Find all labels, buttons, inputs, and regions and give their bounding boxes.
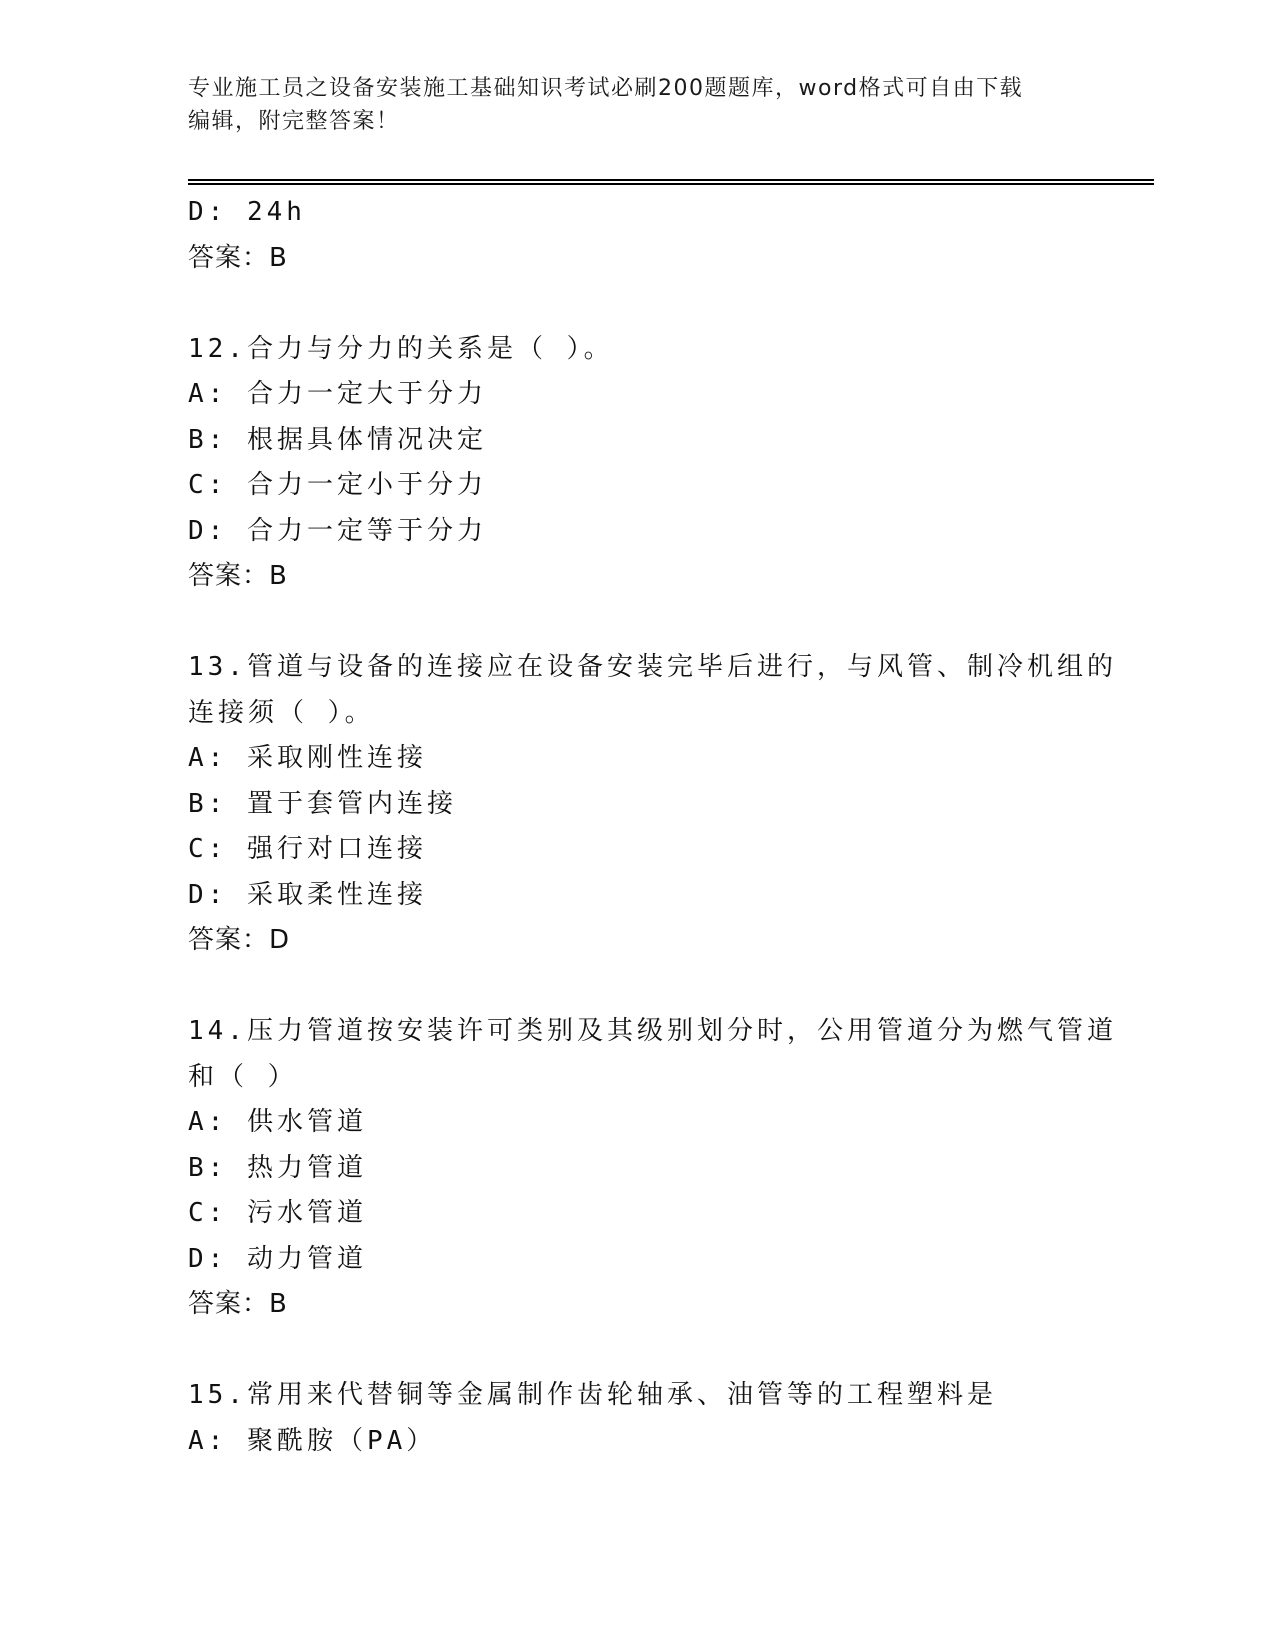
question-stem-line-1: 14.压力管道按安装许可类别及其级别划分时，公用管道分为燃气管道 bbox=[188, 1016, 1117, 1046]
option-b: B: 置于套管内连接 bbox=[188, 788, 457, 819]
spacer bbox=[188, 281, 1108, 327]
option-a: A: 供水管道 bbox=[188, 1107, 367, 1137]
document-header bbox=[188, 72, 1088, 138]
option-d: D: 动力管道 bbox=[188, 1243, 367, 1274]
option-a: A: 采取刚性连接 bbox=[188, 743, 427, 773]
option-b: B: 热力管道 bbox=[188, 1152, 367, 1183]
question-stem-line-2: 和（ ） bbox=[188, 1061, 298, 1092]
question-list bbox=[188, 190, 1117, 1464]
option-c: C: 强行对口连接 bbox=[188, 834, 427, 864]
header-divider-bottom bbox=[188, 183, 1154, 185]
option-d: D: 合力一定等于分力 bbox=[188, 515, 487, 546]
option-d: D: 采取柔性连接 bbox=[188, 879, 427, 910]
header-divider-top bbox=[188, 179, 1154, 181]
answer-line: 答案：B bbox=[188, 1289, 288, 1319]
header-title-line-1: 专业施工员之设备安装施工基础知识考试必刷200题题库，word格式可自由下载 bbox=[188, 76, 1024, 101]
question-stem: 15.常用来代替铜等金属制作齿轮轴承、油管等的工程塑料是 bbox=[188, 1380, 997, 1410]
option-b: B: 根据具体情况决定 bbox=[188, 424, 487, 455]
option-a: A: 合力一定大于分力 bbox=[188, 379, 487, 409]
option-a: A: 聚酰胺（PA） bbox=[188, 1425, 437, 1456]
question-12 bbox=[188, 327, 1108, 600]
question-stem-line-1: 13.管道与设备的连接应在设备安装完毕后进行，与风管、制冷机组的 bbox=[188, 652, 1117, 682]
spacer bbox=[188, 964, 1108, 1010]
spacer bbox=[188, 1328, 1108, 1374]
answer-line: 答案：D bbox=[188, 925, 291, 955]
previous-question-tail bbox=[188, 190, 1108, 281]
option-c: C: 合力一定小于分力 bbox=[188, 470, 487, 500]
question-13 bbox=[188, 645, 1117, 964]
answer-line: 答案：B bbox=[188, 561, 288, 591]
question-stem: 12.合力与分力的关系是（ ）。 bbox=[188, 333, 614, 364]
option-d: D: 24h bbox=[188, 197, 306, 227]
question-stem-line-2: 连接须（ ）。 bbox=[188, 697, 375, 728]
option-c: C: 污水管道 bbox=[188, 1198, 367, 1228]
header-title-line-2: 编辑，附完整答案！ bbox=[188, 109, 400, 134]
question-14 bbox=[188, 1009, 1117, 1328]
question-15 bbox=[188, 1373, 1108, 1464]
answer-line: 答案：B bbox=[188, 242, 288, 273]
spacer bbox=[188, 600, 1108, 646]
